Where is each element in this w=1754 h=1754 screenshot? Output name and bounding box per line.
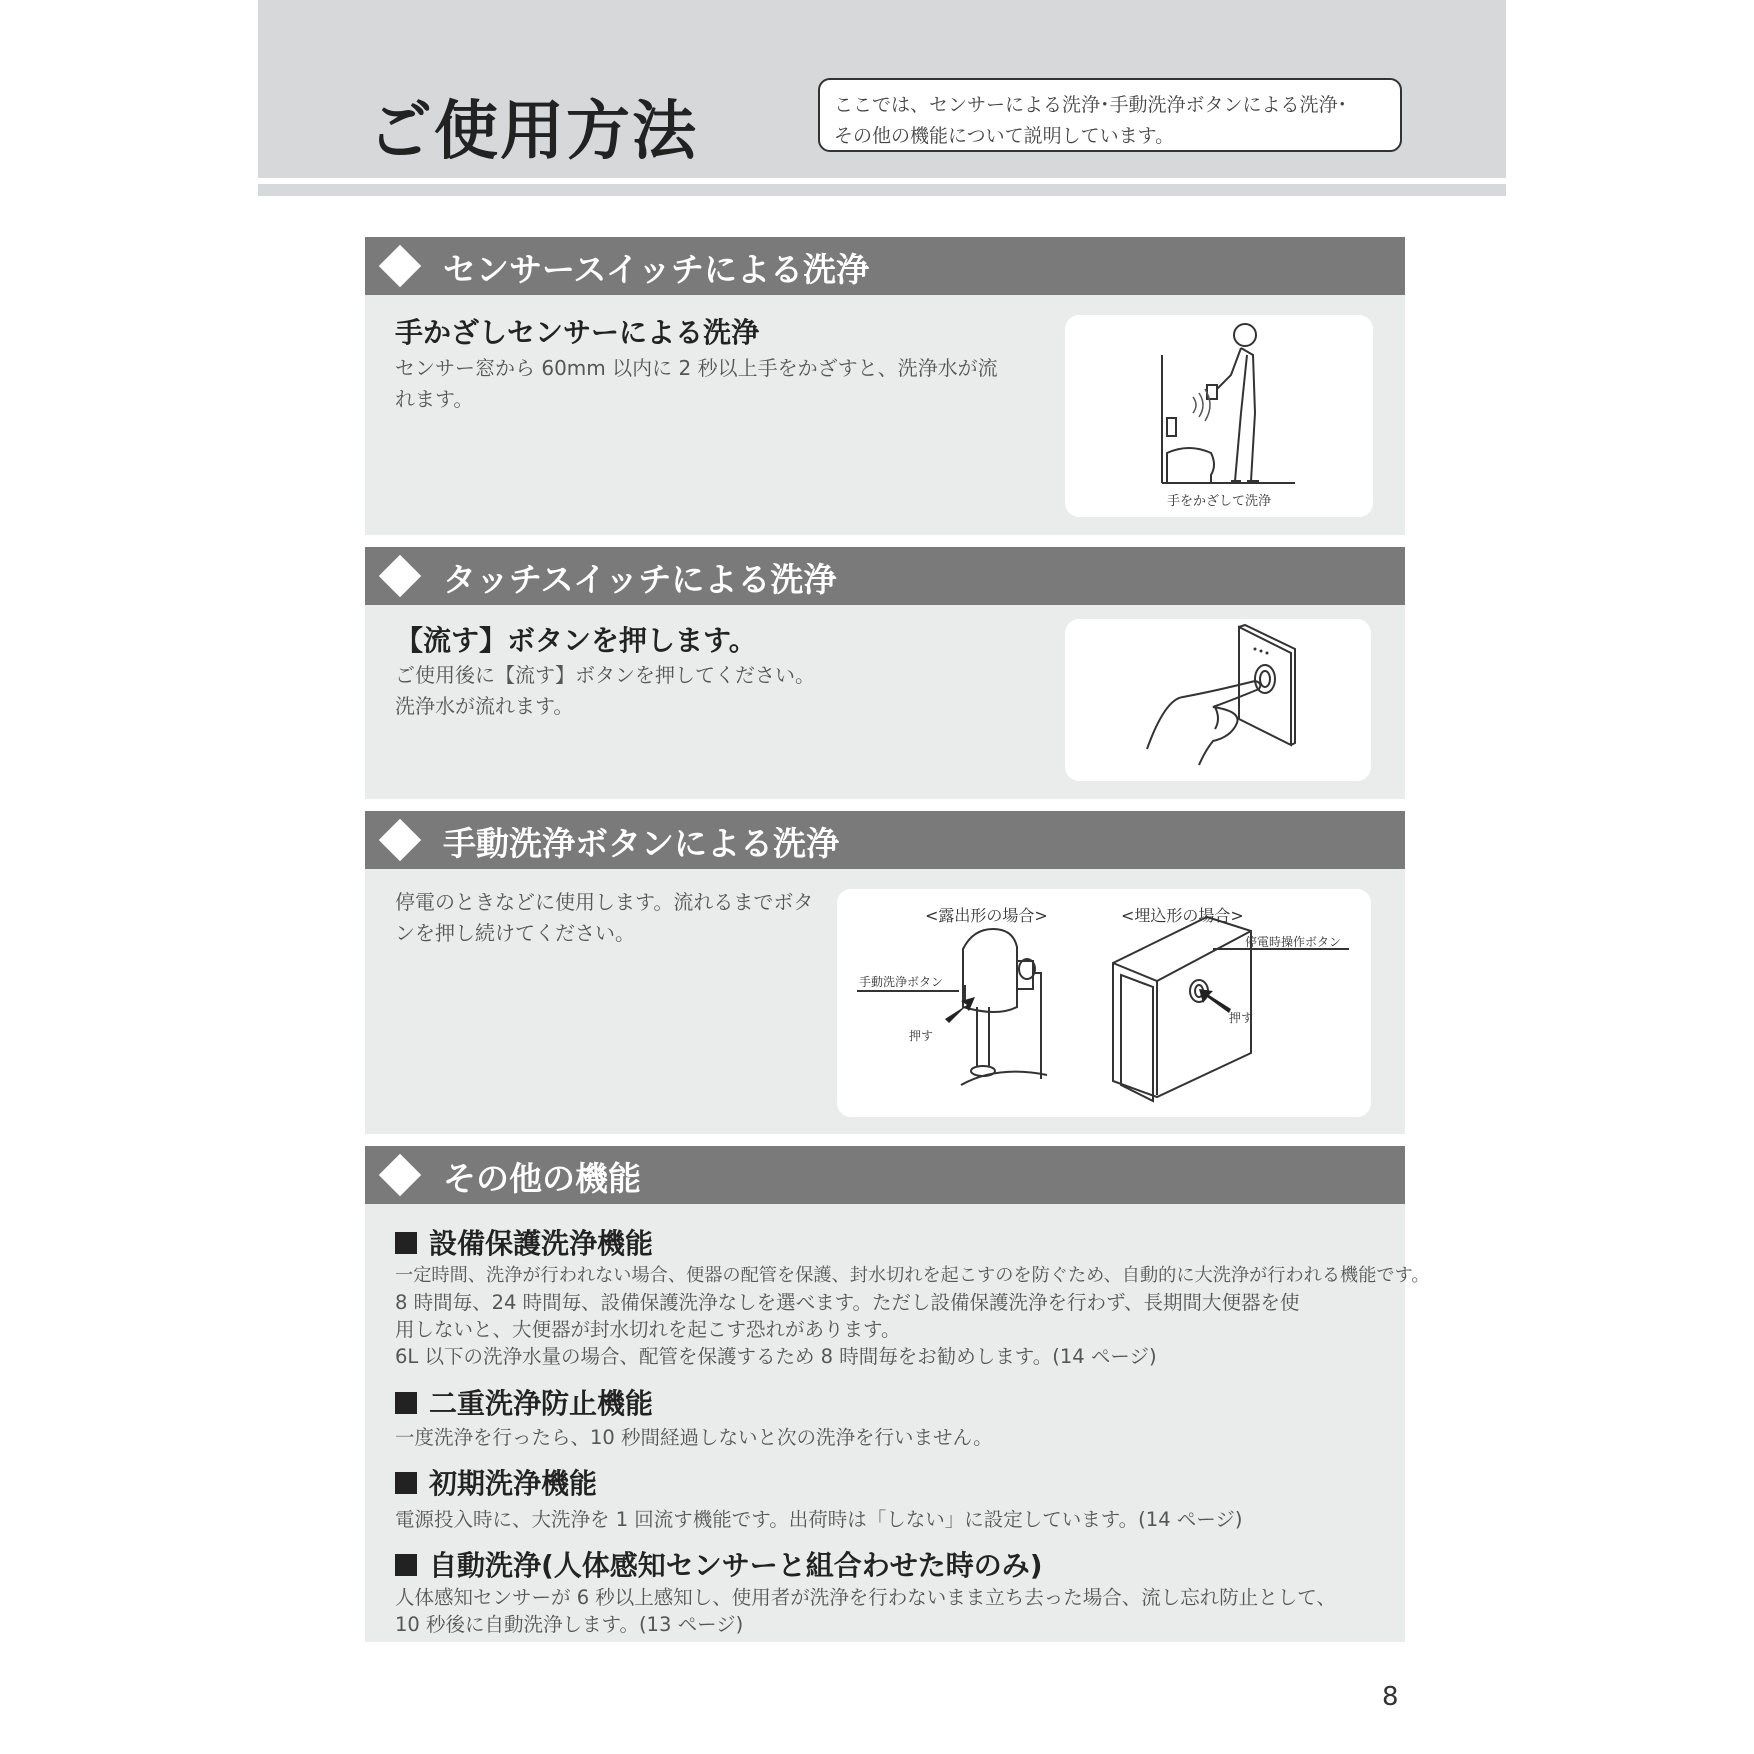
diamond-icon xyxy=(379,555,421,597)
section-manual xyxy=(365,811,1405,1134)
exposed-type-title: <露出形の場合> xyxy=(925,906,1048,925)
diamond-icon xyxy=(379,245,421,287)
feature-line: 8 時間毎、24 時間毎、設備保護洗浄なしを選べます。ただし設備保護洗浄を行わず、長期間大便器を使 xyxy=(395,1291,1300,1314)
manual-button-label: 手動洗浄ボタン xyxy=(859,975,944,989)
header-divider xyxy=(258,184,1506,196)
section-other xyxy=(365,1146,1430,1642)
section-header xyxy=(365,811,1405,869)
feature-line: 電源投入時に、大洗浄を 1 回流す機能です。出荷時は「しない」に設定しています。(14 ページ) xyxy=(395,1508,1243,1531)
touch-subtitle: 【流す】ボタンを押します。 xyxy=(395,624,757,657)
press-label: 押す xyxy=(1229,1011,1254,1025)
feature-heading xyxy=(395,1462,597,1502)
square-bullet-icon xyxy=(395,1232,417,1254)
intro-line: その他の機能について説明しています。 xyxy=(834,125,1175,147)
feature-body xyxy=(395,1422,993,1453)
feature-line: 用しないと、大便器が封水切れを起こす恐れがあります。 xyxy=(395,1318,901,1341)
manual-button-figure xyxy=(837,889,1371,1117)
manual-line: ンを押し続けてください。 xyxy=(395,921,635,945)
section-header xyxy=(365,1146,1405,1204)
sensor-body xyxy=(395,353,998,415)
feature-heading-text: 自動洗浄(人体感知センサーと組合わせた時のみ) xyxy=(429,1549,1043,1582)
intro-line: ここでは、センサーによる洗浄･手動洗浄ボタンによる洗浄･ xyxy=(834,94,1348,116)
feature-heading xyxy=(395,1222,653,1262)
feature-heading-text: 設備保護洗浄機能 xyxy=(429,1227,654,1260)
feature-line: 一定時間、洗浄が行われない場合、便器の配管を保護、封水切れを起こすのを防ぐため、自動的に大洗浄が行われる機能です。 xyxy=(395,1265,1430,1286)
section-title: 手動洗浄ボタンによる洗浄 xyxy=(443,824,839,863)
sensor-line: れます。 xyxy=(395,387,474,411)
hand-wave-illustration xyxy=(1065,315,1373,517)
feature-body xyxy=(395,1584,1336,1638)
section-touch xyxy=(365,547,1405,799)
touch-switch-figure xyxy=(1065,619,1371,781)
press-label: 押す xyxy=(909,1029,934,1043)
embedded-type-title: <埋込形の場合> xyxy=(1121,906,1244,925)
diamond-icon xyxy=(379,819,421,861)
feature-heading-text: 二重洗浄防止機能 xyxy=(429,1387,654,1420)
section-sensor xyxy=(365,237,1405,535)
touch-line: 洗浄水が流れます。 xyxy=(395,694,574,718)
feature-heading-text: 初期洗浄機能 xyxy=(429,1467,598,1500)
manual-body xyxy=(395,887,813,949)
feature-line: 10 秒後に自動洗浄します。(13 ページ) xyxy=(395,1613,744,1636)
feature-line: 6L 以下の洗浄水量の場合、配管を保護するため 8 時間毎をお勧めします。(14 ページ) xyxy=(395,1345,1157,1368)
hand-sensor-figure xyxy=(1065,315,1373,517)
section-header xyxy=(365,547,1405,605)
feature-line: 一度洗浄を行ったら、10 秒間経過しないと次の洗浄を行いません。 xyxy=(395,1426,993,1449)
section-title: タッチスイッチによる洗浄 xyxy=(443,560,837,599)
intro-box xyxy=(818,78,1402,152)
feature-body xyxy=(395,1262,1430,1370)
page-number: 8 xyxy=(1382,1682,1399,1712)
square-bullet-icon xyxy=(395,1472,417,1494)
feature-heading xyxy=(395,1382,653,1422)
feature-line: 人体感知センサーが 6 秒以上感知し、使用者が洗浄を行わないまま立ち去った場合、流し忘れ防止として、 xyxy=(395,1586,1336,1609)
square-bullet-icon xyxy=(395,1554,417,1576)
hand-sensor-caption: 手をかざして洗浄 xyxy=(1167,494,1272,509)
sensor-line: センサー窓から 60mm 以内に 2 秒以上手をかざすと、洗浄水が流 xyxy=(395,356,998,380)
page-title: ご使用方法 xyxy=(368,95,698,169)
section-header xyxy=(365,237,1405,295)
finger-press-illustration xyxy=(1065,619,1371,781)
touch-line: ご使用後に【流す】ボタンを押してください。 xyxy=(395,663,815,687)
sensor-subtitle: 手かざしセンサーによる洗浄 xyxy=(395,316,760,349)
feature-body xyxy=(395,1504,1243,1535)
manual-line: 停電のときなどに使用します。流れるまでボタ xyxy=(395,890,814,914)
square-bullet-icon xyxy=(395,1392,417,1414)
section-title: センサースイッチによる洗浄 xyxy=(443,250,870,289)
flush-valve-illustrations xyxy=(837,889,1371,1117)
power-failure-button-label: 停電時操作ボタン xyxy=(1245,935,1342,949)
feature-heading xyxy=(395,1544,1043,1584)
section-title: その他の機能 xyxy=(443,1159,641,1198)
diamond-icon xyxy=(379,1154,421,1196)
touch-body xyxy=(395,660,815,722)
